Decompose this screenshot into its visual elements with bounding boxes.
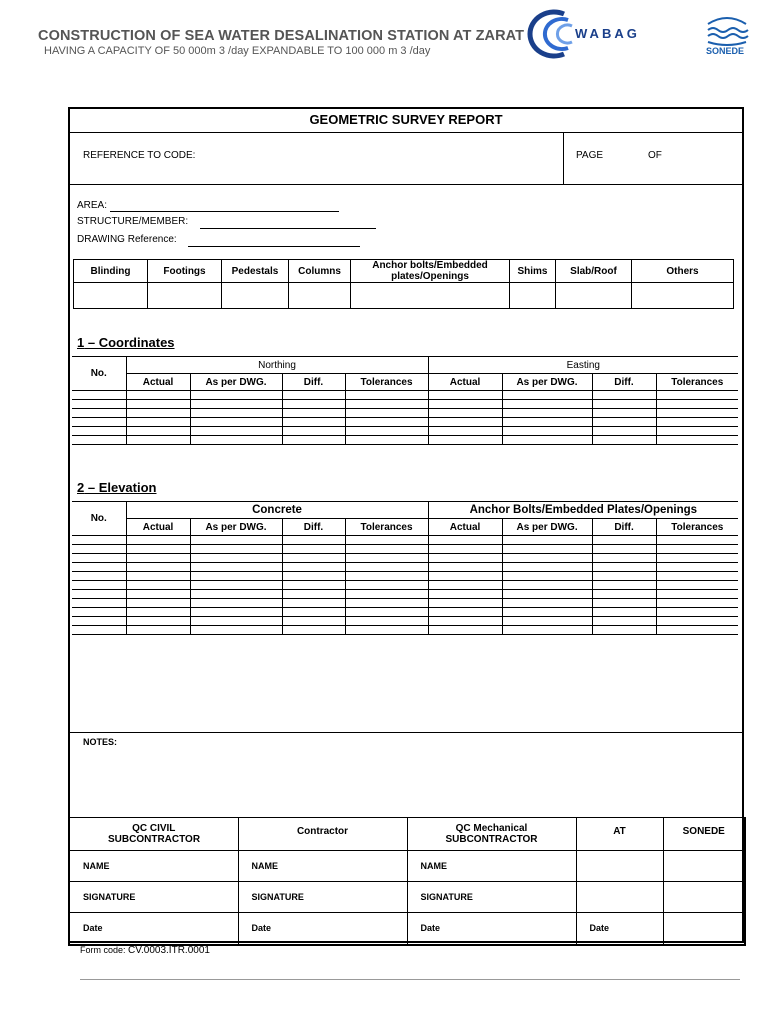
value-cell[interactable]: [428, 590, 502, 599]
category-footings: Footings: [148, 260, 222, 283]
row-number-cell[interactable]: [72, 400, 126, 409]
name-cell[interactable]: [663, 851, 745, 882]
value-cell[interactable]: [345, 409, 428, 418]
value-cell[interactable]: [428, 400, 502, 409]
col-header: Tolerances: [656, 374, 738, 391]
value-cell[interactable]: [126, 554, 190, 563]
value-cell[interactable]: [345, 400, 428, 409]
row-number-cell[interactable]: [72, 545, 126, 554]
col-header: Tolerances: [656, 519, 738, 536]
value-cell[interactable]: [592, 436, 656, 445]
party-contractor: Contractor: [238, 818, 407, 851]
value-cell[interactable]: [502, 554, 592, 563]
row-number-cell[interactable]: [72, 617, 126, 626]
table-row: [72, 626, 738, 635]
category-blinding: Blinding: [74, 260, 148, 283]
date-cell[interactable]: Date: [69, 913, 238, 945]
concrete-header: Concrete: [126, 502, 428, 519]
value-cell[interactable]: [282, 554, 345, 563]
coordinates-rows: [72, 391, 738, 445]
signature-cell[interactable]: [576, 882, 663, 913]
value-cell[interactable]: [428, 617, 502, 626]
elevation-rows: [72, 536, 738, 635]
table-row: [72, 590, 738, 599]
elevation-heading: 2 – Elevation: [77, 480, 157, 495]
value-cell[interactable]: [190, 599, 282, 608]
value-cell[interactable]: [428, 418, 502, 427]
reference-label: REFERENCE TO CODE:: [83, 150, 196, 161]
value-cell[interactable]: [656, 563, 738, 572]
value-cell[interactable]: [190, 590, 282, 599]
value-cell[interactable]: [592, 427, 656, 436]
value-cell[interactable]: [126, 572, 190, 581]
row-number-cell[interactable]: [72, 563, 126, 572]
value-cell[interactable]: [126, 626, 190, 635]
value-cell[interactable]: [345, 572, 428, 581]
value-cell[interactable]: [592, 617, 656, 626]
value-cell[interactable]: [592, 599, 656, 608]
value-cell[interactable]: [345, 617, 428, 626]
value-cell[interactable]: [502, 427, 592, 436]
footer-divider: [80, 979, 740, 980]
coordinates-heading: 1 – Coordinates: [77, 335, 175, 350]
date-cell[interactable]: [663, 913, 745, 945]
row-number-cell[interactable]: [72, 418, 126, 427]
category-pedestals: Pedestals: [222, 260, 289, 283]
value-cell[interactable]: [282, 391, 345, 400]
value-cell[interactable]: [190, 418, 282, 427]
value-cell[interactable]: [190, 572, 282, 581]
col-header: As per DWG.: [502, 519, 592, 536]
value-cell[interactable]: [282, 400, 345, 409]
category-anchor-bolts: Anchor bolts/Embedded plates/Openings: [351, 260, 510, 283]
value-cell[interactable]: [126, 617, 190, 626]
structure-label: STRUCTURE/MEMBER:: [77, 216, 189, 227]
value-cell[interactable]: [502, 545, 592, 554]
form-code: [80, 945, 210, 956]
value-cell[interactable]: [190, 554, 282, 563]
value-cell[interactable]: [282, 626, 345, 635]
notes-area[interactable]: [70, 749, 742, 817]
table-row: [72, 599, 738, 608]
check-cell-shims[interactable]: [510, 283, 556, 309]
col-header: Actual: [428, 374, 502, 391]
col-header: Tolerances: [345, 519, 428, 536]
value-cell[interactable]: [345, 545, 428, 554]
value-cell[interactable]: [345, 599, 428, 608]
elevation-no-header: No.: [72, 502, 126, 536]
value-cell[interactable]: [656, 617, 738, 626]
row-number-cell[interactable]: [72, 536, 126, 545]
of-label: OF: [648, 150, 662, 161]
value-cell[interactable]: [656, 599, 738, 608]
value-cell[interactable]: [656, 608, 738, 617]
value-cell[interactable]: [190, 436, 282, 445]
value-cell[interactable]: [126, 599, 190, 608]
value-cell[interactable]: [592, 608, 656, 617]
value-cell[interactable]: [126, 590, 190, 599]
value-cell[interactable]: [345, 391, 428, 400]
row-number-cell[interactable]: [72, 409, 126, 418]
table-row: [72, 409, 738, 418]
value-cell[interactable]: [428, 427, 502, 436]
value-cell[interactable]: [282, 418, 345, 427]
table-row: [72, 563, 738, 572]
value-cell[interactable]: [126, 436, 190, 445]
value-cell[interactable]: [428, 391, 502, 400]
signature-cell[interactable]: SIGNATURE: [238, 882, 407, 913]
value-cell[interactable]: [345, 554, 428, 563]
value-cell[interactable]: [190, 391, 282, 400]
value-cell[interactable]: [282, 563, 345, 572]
value-cell[interactable]: [126, 536, 190, 545]
row-number-cell[interactable]: [72, 427, 126, 436]
value-cell[interactable]: [345, 563, 428, 572]
col-header: Actual: [126, 374, 190, 391]
value-cell[interactable]: [502, 536, 592, 545]
party-sonede: SONEDE: [663, 818, 745, 851]
value-cell[interactable]: [282, 536, 345, 545]
value-cell[interactable]: [656, 536, 738, 545]
table-row: [72, 545, 738, 554]
date-cell[interactable]: Date: [407, 913, 576, 945]
value-cell[interactable]: [656, 418, 738, 427]
row-number-cell[interactable]: [72, 608, 126, 617]
value-cell[interactable]: [656, 581, 738, 590]
value-cell[interactable]: [345, 536, 428, 545]
value-cell[interactable]: [502, 563, 592, 572]
value-cell[interactable]: [190, 427, 282, 436]
page-label: PAGE: [576, 150, 604, 161]
report-frame: [68, 107, 744, 943]
value-cell[interactable]: [345, 581, 428, 590]
value-cell[interactable]: [282, 617, 345, 626]
value-cell[interactable]: [282, 608, 345, 617]
value-cell[interactable]: [190, 626, 282, 635]
value-cell[interactable]: [428, 436, 502, 445]
value-cell[interactable]: [656, 391, 738, 400]
value-cell[interactable]: [282, 572, 345, 581]
value-cell[interactable]: [656, 590, 738, 599]
col-header: Actual: [126, 519, 190, 536]
sonede-logo-text: SONEDE: [706, 46, 745, 56]
document-title: CONSTRUCTION OF SEA WATER DESALINATION STATION AT ZARAT: [38, 28, 525, 44]
value-cell[interactable]: [428, 608, 502, 617]
col-header: Diff.: [282, 519, 345, 536]
row-number-cell[interactable]: [72, 599, 126, 608]
value-cell[interactable]: [190, 581, 282, 590]
check-cell-columns[interactable]: [289, 283, 351, 309]
value-cell[interactable]: [592, 563, 656, 572]
value-cell[interactable]: [190, 563, 282, 572]
table-row: [72, 400, 738, 409]
signoff-table: [68, 817, 746, 946]
value-cell[interactable]: [502, 409, 592, 418]
northing-header: Northing: [126, 357, 428, 374]
area-label: AREA:: [77, 200, 108, 211]
value-cell[interactable]: [656, 427, 738, 436]
col-header: Diff.: [592, 374, 656, 391]
value-cell[interactable]: [126, 581, 190, 590]
value-cell[interactable]: [282, 409, 345, 418]
table-row: [72, 536, 738, 545]
value-cell[interactable]: [502, 608, 592, 617]
table-row: [72, 418, 738, 427]
value-cell[interactable]: [656, 572, 738, 581]
col-header: Diff.: [282, 374, 345, 391]
date-cell[interactable]: Date: [576, 913, 663, 945]
value-cell[interactable]: [592, 391, 656, 400]
value-cell[interactable]: [126, 608, 190, 617]
value-cell[interactable]: [592, 554, 656, 563]
col-header: As per DWG.: [190, 519, 282, 536]
value-cell[interactable]: [345, 590, 428, 599]
check-cell-others[interactable]: [632, 283, 734, 309]
date-cell[interactable]: Date: [238, 913, 407, 945]
table-row: [72, 391, 738, 400]
party-qc-mechanical: QC Mechanical SUBCONTRACTOR: [407, 818, 576, 851]
area-field[interactable]: [110, 211, 339, 212]
value-cell[interactable]: [502, 418, 592, 427]
check-cell-pedestals[interactable]: [222, 283, 289, 309]
row-number-cell[interactable]: [72, 554, 126, 563]
row-number-cell[interactable]: [72, 391, 126, 400]
value-cell[interactable]: [428, 581, 502, 590]
coordinates-no-header: No.: [72, 357, 126, 391]
value-cell[interactable]: [126, 427, 190, 436]
value-cell[interactable]: [502, 391, 592, 400]
value-cell[interactable]: [656, 436, 738, 445]
category-others: Others: [632, 260, 734, 283]
signature-cell[interactable]: SIGNATURE: [407, 882, 576, 913]
value-cell[interactable]: [190, 617, 282, 626]
coordinates-table: [72, 356, 738, 445]
value-cell[interactable]: [592, 409, 656, 418]
value-cell[interactable]: [592, 581, 656, 590]
value-cell[interactable]: [345, 427, 428, 436]
table-row: [72, 617, 738, 626]
value-cell[interactable]: [592, 626, 656, 635]
value-cell[interactable]: [345, 608, 428, 617]
col-header: Actual: [428, 519, 502, 536]
value-cell[interactable]: [502, 590, 592, 599]
value-cell[interactable]: [656, 400, 738, 409]
check-cell-footings[interactable]: [148, 283, 222, 309]
value-cell[interactable]: [428, 626, 502, 635]
value-cell[interactable]: [502, 581, 592, 590]
name-cell[interactable]: NAME: [238, 851, 407, 882]
table-row: [72, 608, 738, 617]
value-cell[interactable]: [592, 545, 656, 554]
col-header: Tolerances: [345, 374, 428, 391]
easting-header: Easting: [428, 357, 738, 374]
signature-cell[interactable]: [663, 882, 745, 913]
table-row: [72, 427, 738, 436]
value-cell[interactable]: [190, 409, 282, 418]
table-row: [72, 436, 738, 445]
col-header: As per DWG.: [190, 374, 282, 391]
value-cell[interactable]: [126, 400, 190, 409]
value-cell[interactable]: [345, 418, 428, 427]
row-number-cell[interactable]: [72, 572, 126, 581]
value-cell[interactable]: [126, 409, 190, 418]
value-cell[interactable]: [345, 626, 428, 635]
name-cell[interactable]: [576, 851, 663, 882]
value-cell[interactable]: [428, 409, 502, 418]
check-cell-anchor-bolts[interactable]: [351, 283, 510, 309]
value-cell[interactable]: [190, 536, 282, 545]
party-at: AT: [576, 818, 663, 851]
category-table: [73, 259, 734, 309]
name-cell[interactable]: NAME: [407, 851, 576, 882]
value-cell[interactable]: [126, 391, 190, 400]
value-cell[interactable]: [502, 599, 592, 608]
row-number-cell[interactable]: [72, 590, 126, 599]
value-cell[interactable]: [282, 599, 345, 608]
value-cell[interactable]: [592, 572, 656, 581]
row-number-cell[interactable]: [72, 626, 126, 635]
value-cell[interactable]: [282, 427, 345, 436]
value-cell[interactable]: [190, 608, 282, 617]
category-columns: Columns: [289, 260, 351, 283]
form-code-label: Form code:: [80, 945, 126, 955]
drawing-field[interactable]: [188, 246, 360, 247]
category-shims: Shims: [510, 260, 556, 283]
value-cell[interactable]: [345, 436, 428, 445]
anchor-bolts-header: Anchor Bolts/Embedded Plates/Openings: [428, 502, 738, 519]
party-qc-civil: QC CIVIL SUBCONTRACTOR: [69, 818, 238, 851]
value-cell[interactable]: [656, 554, 738, 563]
value-cell[interactable]: [592, 590, 656, 599]
wabag-logo-text: WABAG: [575, 26, 640, 41]
value-cell[interactable]: [428, 563, 502, 572]
form-code-value: CV.0003.ITR.0001: [128, 945, 210, 956]
value-cell[interactable]: [656, 626, 738, 635]
report-title: GEOMETRIC SURVEY REPORT: [309, 112, 503, 127]
table-row: [72, 572, 738, 581]
value-cell[interactable]: [190, 400, 282, 409]
value-cell[interactable]: [428, 536, 502, 545]
value-cell[interactable]: [502, 400, 592, 409]
value-cell[interactable]: [502, 436, 592, 445]
notes-label: NOTES:: [83, 737, 118, 747]
col-header: As per DWG.: [502, 374, 592, 391]
signature-cell[interactable]: SIGNATURE: [69, 882, 238, 913]
value-cell[interactable]: [428, 545, 502, 554]
value-cell[interactable]: [502, 572, 592, 581]
value-cell[interactable]: [190, 545, 282, 554]
name-cell[interactable]: NAME: [69, 851, 238, 882]
structure-field[interactable]: [200, 228, 376, 229]
table-row: [72, 554, 738, 563]
value-cell[interactable]: [656, 545, 738, 554]
value-cell[interactable]: [428, 572, 502, 581]
value-cell[interactable]: [126, 545, 190, 554]
value-cell[interactable]: [282, 590, 345, 599]
value-cell[interactable]: [502, 617, 592, 626]
value-cell[interactable]: [428, 554, 502, 563]
value-cell[interactable]: [428, 599, 502, 608]
value-cell[interactable]: [592, 418, 656, 427]
document-subtitle: HAVING A CAPACITY OF 50 000m 3 /day EXPANDABLE TO 100 000 m 3 /day: [44, 45, 431, 57]
col-header: Diff.: [592, 519, 656, 536]
check-cell-blinding[interactable]: [74, 283, 148, 309]
value-cell[interactable]: [656, 409, 738, 418]
value-cell[interactable]: [282, 436, 345, 445]
value-cell[interactable]: [126, 563, 190, 572]
value-cell[interactable]: [282, 545, 345, 554]
drawing-label: DRAWING Reference:: [77, 234, 177, 245]
row-number-cell[interactable]: [72, 581, 126, 590]
table-row: [72, 581, 738, 590]
value-cell[interactable]: [282, 581, 345, 590]
value-cell[interactable]: [126, 418, 190, 427]
value-cell[interactable]: [502, 626, 592, 635]
value-cell[interactable]: [592, 400, 656, 409]
elevation-table: [72, 501, 738, 635]
row-number-cell[interactable]: [72, 436, 126, 445]
check-cell-slab-roof[interactable]: [556, 283, 632, 309]
value-cell[interactable]: [592, 536, 656, 545]
category-slab-roof: Slab/Roof: [556, 260, 632, 283]
